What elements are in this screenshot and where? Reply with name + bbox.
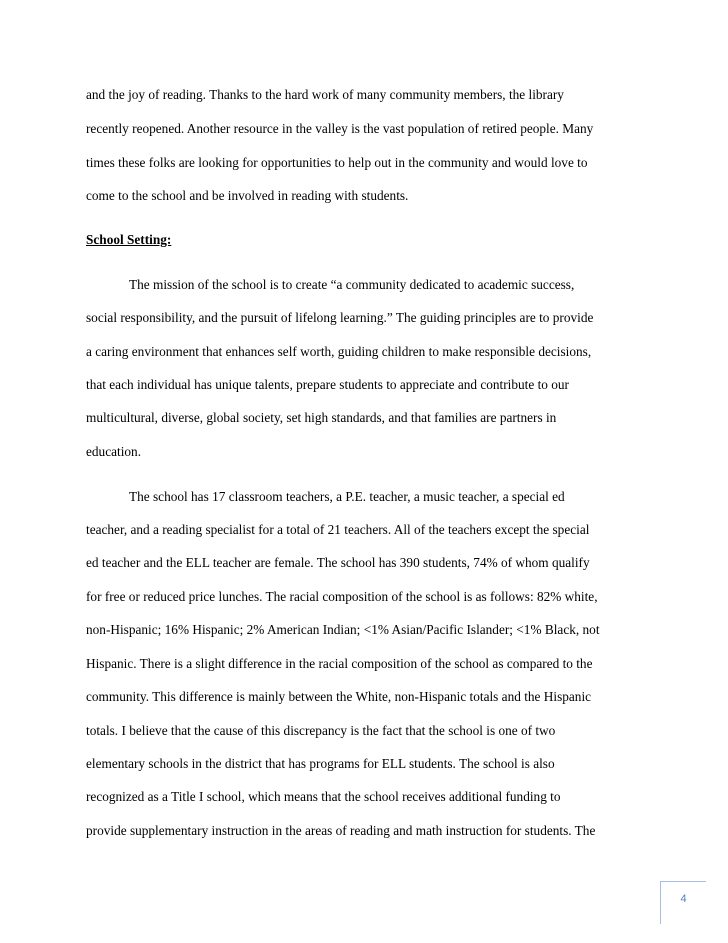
text-line: a caring environment that enhances self worth, guiding children to make responsible decisions,	[86, 344, 592, 359]
text-line: community. This difference is mainly between the White, non-Hispanic totals and the Hispanic	[86, 689, 592, 704]
text-line: education.	[86, 444, 142, 459]
text-line: teacher, and a reading specialist for a total of 21 teachers. All of the teachers except the special	[86, 522, 590, 537]
text-line: non-Hispanic; 16% Hispanic; 2% American Indian; <1% Asian/Pacific Islander; <1% Black, not	[86, 622, 600, 637]
text-line: come to the school and be involved in reading with students.	[86, 188, 409, 203]
text-line: The school has 17 classroom teachers, a P.E. teacher, a music teacher, a special ed	[129, 489, 565, 504]
text-line: The mission of the school is to create “a community dedicated to academic success,	[129, 277, 575, 292]
section-heading: School Setting:	[86, 232, 172, 247]
text-line: totals. I believe that the cause of this discrepancy is the fact that the school is one of two	[86, 723, 556, 738]
text-line: provide supplementary instruction in the areas of reading and math instruction for students. The	[86, 823, 596, 838]
text-line: times these folks are looking for opportunities to help out in the community and would love to	[86, 155, 588, 170]
page-number-box	[660, 881, 706, 924]
text-line: multicultural, diverse, global society, set high standards, and that families are partners in	[86, 410, 557, 425]
text-line: elementary schools in the district that has programs for ELL students. The school is also	[86, 756, 555, 771]
text-line: for free or reduced price lunches. The racial composition of the school is as follows: 82% white,	[86, 589, 598, 604]
text-line: ed teacher and the ELL teacher are female. The school has 390 students, 74% of whom qualify	[86, 555, 590, 570]
text-line: Hispanic. There is a slight difference in the racial composition of the school as compared to the	[86, 656, 593, 671]
text-line: social responsibility, and the pursuit of lifelong learning.” The guiding principles are to provide	[86, 310, 594, 325]
text-line: recognized as a Title I school, which means that the school receives additional funding to	[86, 789, 561, 804]
text-line: that each individual has unique talents, prepare students to appreciate and contribute to our	[86, 377, 569, 392]
text-line: recently reopened. Another resource in the valley is the vast population of retired people. Many	[86, 121, 594, 136]
text-line: and the joy of reading. Thanks to the hard work of many community members, the library	[86, 87, 564, 102]
page-number: 4	[680, 893, 687, 905]
